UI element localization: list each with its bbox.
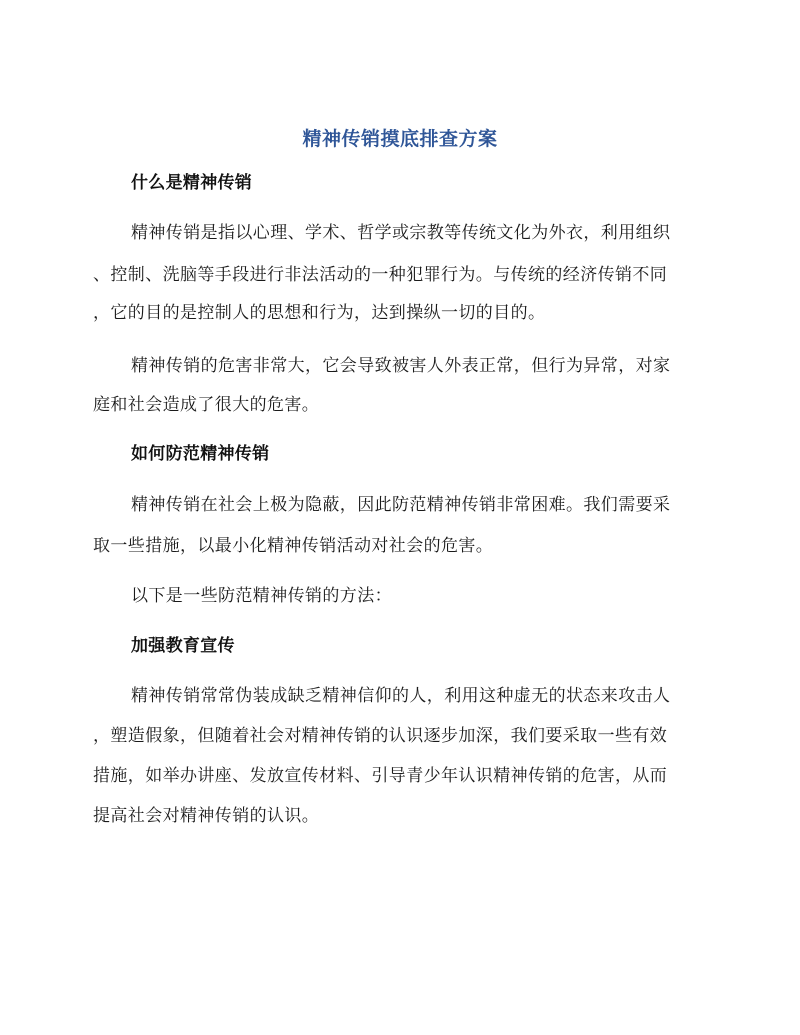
paragraph-line: 以下是一些防范精神传销的方法： — [131, 586, 392, 606]
paragraph-line: 措施，如举办讲座、发放宣传材料、引导青少年认识精神传销的危害，从而 — [93, 766, 668, 786]
paragraph-line: 精神传销常常伪装成缺乏精神信仰的人，利用这种虚无的状态来攻击人 — [131, 686, 671, 706]
paragraph-line: 精神传销是指以心理、学术、哲学或宗教等传统文化为外衣，利用组织 — [131, 223, 671, 243]
paragraph-line: 庭和社会造成了很大的危害。 — [93, 395, 320, 415]
section-heading-education: 加强教育宣传 — [131, 636, 235, 656]
paragraph-line: ，它的目的是控制人的思想和行为，达到操纵一切的目的。 — [93, 303, 546, 323]
paragraph-line: 精神传销在社会上极为隐蔽，因此防范精神传销非常困难。我们需要采 — [131, 495, 671, 515]
paragraph-line: 、控制、洗脑等手段进行非法活动的一种犯罪行为。与传统的经济传销不同 — [93, 265, 668, 285]
paragraph-line: 精神传销的危害非常大，它会导致被害人外表正常，但行为异常，对家 — [131, 356, 671, 376]
paragraph-line: 取一些措施，以最小化精神传销活动对社会的危害。 — [93, 536, 494, 556]
paragraph-line: ，塑造假象，但随着社会对精神传销的认识逐步加深，我们要采取一些有效 — [93, 726, 668, 746]
section-heading-prevention: 如何防范精神传销 — [131, 444, 270, 464]
document-title: 精神传销摸底排查方案 — [302, 128, 498, 150]
section-heading-what-is: 什么是精神传销 — [131, 173, 253, 193]
paragraph-line: 提高社会对精神传销的认识。 — [93, 806, 320, 826]
